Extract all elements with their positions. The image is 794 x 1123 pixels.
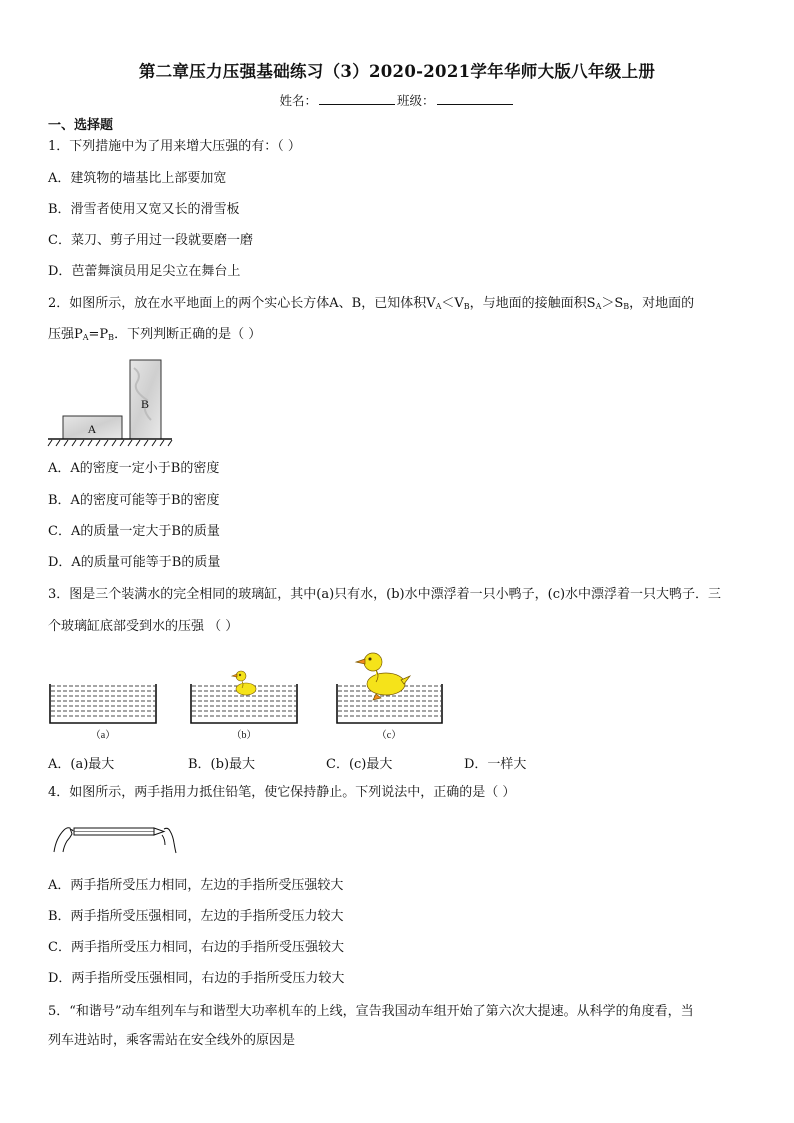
q4-option-c: C．两手指所受压力相同，右边的手指所受压强较大 — [48, 940, 344, 955]
q3-stem-line2: 个玻璃缸底部受到水的压强 （ ） — [48, 619, 239, 634]
class-label: 班级： — [397, 93, 435, 108]
student-info-line — [0, 91, 794, 109]
q2-stem-line1: 2．如图所示，放在水平地面上的两个实心长方体A、B，已知体积$V_A<V_B$，与地面的接触面积$S_A>S_B$，对地面的 — [48, 296, 695, 311]
q1-option-c: C．菜刀、剪子用过一段就要磨一磨 — [48, 233, 253, 248]
name-label: 姓名： — [279, 93, 317, 108]
section-heading: 一、选择题 — [48, 118, 114, 133]
small-duck — [232, 671, 256, 695]
q1-option-b: B．滑雪者使用又宽又长的滑雪板 — [48, 202, 240, 217]
q2-option-c: C．A的质量一定大于B的质量 — [48, 524, 220, 539]
q3-option-a: A．(a)最大 — [48, 757, 115, 772]
q2-option-b: B．A的密度可能等于B的密度 — [48, 493, 220, 508]
label-a: A — [87, 422, 97, 436]
tank-a — [50, 684, 156, 741]
q1-option-a: A．建筑物的墙基比上部要加宽 — [48, 171, 227, 186]
page-title: 第二章压力压强基础练习（3）2020-2021学年华师大版八年级上册 — [138, 62, 656, 81]
q2-option-a: A．A的密度一定小于B的密度 — [48, 461, 220, 476]
label-tank-a: （a） — [90, 730, 116, 741]
q3-option-c: C．(c)最大 — [326, 757, 393, 772]
name-blank[interactable] — [319, 92, 395, 105]
class-blank[interactable] — [437, 92, 513, 105]
label-tank-c: （c） — [376, 730, 402, 741]
q3-option-d: D．一样大 — [464, 757, 527, 772]
label-b: B — [140, 397, 150, 411]
q3-stem-line1: 3．图是三个装满水的完全相同的玻璃缸，其中(a)只有水，(b)水中漂浮着一只小鸭子，(c)水中漂浮着一只大鸭子．三 — [48, 587, 722, 602]
q2-figure — [46, 358, 176, 450]
tank-b — [191, 671, 297, 741]
q4-stem: 4．如图所示，两手指用力抵住铅笔，使它保持静止。下列说法中，正确的是（ ） — [48, 785, 516, 800]
q5-stem-line1: 5．“和谐号”动车组列车与和谐型大功率机车的上线，宣告我国动车组开始了第六次大提速。从科学的角度看，当 — [48, 1004, 694, 1019]
label-tank-b: （b） — [231, 730, 257, 741]
q4-option-b: B．两手指所受压强相同，左边的手指所受压力较大 — [48, 909, 344, 924]
q1-stem: 1．下列措施中为了用来增大压强的有：（ ） — [48, 139, 301, 154]
big-duck — [356, 653, 410, 700]
pencil-tip — [154, 828, 164, 835]
q4-option-a: A．两手指所受压力相同，左边的手指所受压强较大 — [48, 878, 344, 893]
tank-c — [337, 653, 442, 741]
q1-option-d: D．芭蕾舞演员用足尖立在舞台上 — [48, 264, 241, 279]
q2-option-d: D．A的质量可能等于B的质量 — [48, 555, 221, 570]
q4-figure-pencil-fingers — [52, 812, 178, 854]
q3-figure — [46, 644, 446, 744]
q3-option-b: B．(b)最大 — [188, 757, 256, 772]
q2-stem-line2: 压强$P_A=P_B$．下列判断正确的是（ ） — [48, 327, 262, 342]
q4-option-d: D．两手指所受压强相同，右边的手指所受压力较大 — [48, 971, 345, 986]
q5-stem-line2: 列车进站时，乘客需站在安全线外的原因是 — [48, 1033, 296, 1048]
